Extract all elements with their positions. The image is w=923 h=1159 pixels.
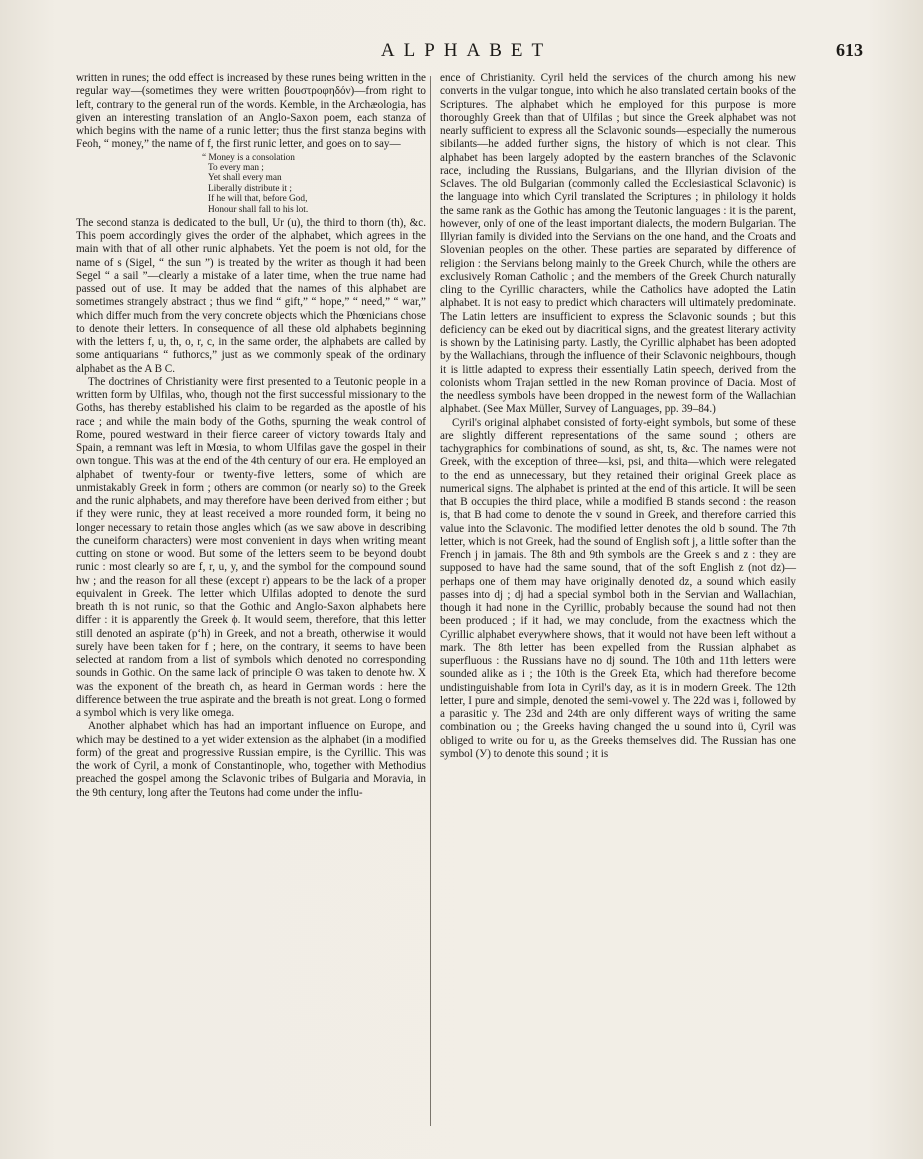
column-divider [430, 76, 431, 1126]
right-column [440, 72, 796, 761]
running-title: ALPHABET [380, 40, 553, 61]
page-header [70, 40, 863, 68]
poem-line: “ Money is a consolation [202, 152, 295, 163]
poem-line: If he will that, before God, [208, 194, 308, 205]
page-number: 613 [836, 40, 863, 60]
poem-line: Honour shall fall to his lot. [208, 204, 309, 215]
paragraph: ence of Christianity. Cyril held the services of the church among his new converts in the vulgar tongue, into which he also translated certain books of the Scriptures. The alphabet which he employed for this purpose is more thoroughly Greek than that of Ulfilas ; but since the Greek alphabet was not nearly sufficient to express all the Sclavonic sounds—especially the numerous sibilants—he added further signs, the history of which is not clear. This alphabet has been largely adopted by the eastern branches of the Sclavonic race, including the Russians, Bulgarians, and the Illyrian division of the Sclaves. The old Bulgarian (commonly called the Ecclesiastical Sclavonic) is the language into which Cyril translated the Scriptures ; in philology it holds the same rank as the Gothic has among the Teutonic languages : it is the parent, however, only of one of the least important dialects, the modern Bulgarian. The Illyrian family is divided into the Servians on the one hand, and the Croats and Slovenian peoples on the other. These parties are separated by difference of religion : the Servians belong mainly to the Greek Church, while the others are exclusively Roman Catholic ; and the members of the Greek Church naturally cling to the Cyrillic characters, while the Catholics have adopted the Latin alphabet. It is not easy to predict which characters will ultimately predominate. The Latin letters are insufficient to express the Sclavonic sounds ; but this deficiency can be eked out by diacritical signs, and the greatest literary activity is shown by the Latinising party. Lastly, the Cyrillic alphabet has been adopted by the Wallachians, through the influence of their Sclavonic neighbours, though it is little adapted to express their essentially Latin speech, derived from the colonists whom Trajan settled in the new Roman province of Dacia. Most of the needless symbols have been dropped in the newest form of the Wallachian alphabet. (See Max Müller, Survey of Languages, pp. 39–84.) [440, 72, 796, 416]
poem-line: To every man ; [208, 162, 264, 173]
paragraph: Cyril's original alphabet consisted of forty-eight symbols, but some of these are slightly different representations of the same sound ; others are tachygraphics for combinations of sound, as sht, ts, &c. The names were not Greek, with the exception of three—ksi, psi, and thita—which were relegated to the end as unnecessary, but they retained their original Greek place as numerical signs. The alphabet is printed at the end of this article. It will be seen that B occupies the third place, while a modified B stands second : the reason is, that B had come to denote the v sound in Greek, and therefore carried this value into the Sclavonic. The modified letter denotes the old b sound. The 7th letter, which is not Greek, had the sound of English soft j, a little softer than the French j in jamais. The 8th and 9th symbols are the Greek s and z : they are supposed to have had the same sound, that of the soft English z (not dz)—perhaps one of them may have originally denoted dz, a sound which easily passes into dj ; dj had a special symbol both in the Servian and Wallachian, though it had none in the Cyrillic, probably because the sound had not then been produced ; if it had, we may conclude, from the exactness which the Cyrillic alphabet everywhere shows, that it would not have been left without a mark. The 8th letter has been expelled from the Russian alphabet as superfluous : the Russians have no dj sound. The 10th and 11th letters were sounded alike as i ; the 10th is the Greek Eta, which had therefore become undistinguishable from Iota in Cyril's day, as it is in modern Greek. The 12th letter, I pure and simple, denoted the semi-vowel y. The 22d was i, followed by a parasitic y. The 23d and 24th are only different ways of writing the same combination ou ; the Greeks having changed the u sound into ü, Cyril was obliged to write ou for u, as the Greeks themselves did. The Russian has one symbol (У) to denote this sound ; it is [440, 416, 796, 760]
left-column [76, 72, 426, 800]
paragraph: The doctrines of Christianity were first presented to a Teutonic people in a written form by Ulfilas, who, though not the first successful missionary to the Goths, has thereby established his claim to be regarded as the apostle of his race ; and while the main body of the Goths, spurning the weak control of Rome, poured westward in their fierce career of victory towards Italy and Spain, a remnant was left in Mœsia, to whom Ulfilas gave the gospel in their own tongue. This was at the end of the 4th century of our era. He employed an alphabet of twenty-four or twenty-five letters, some of which are unmistakably Greek in form ; others are common (or nearly so) to the Greek and the runic alphabets, and may therefore have been derived from either ; but if they were runic, they at least received a more rounded form, it being no longer necessary to retain those angles which (as we saw above in describing the cuneiform characters) were most convenient in days when writing meant cutting on stone or wood. But some of the letters seem to be beyond doubt runic : most clearly so are f, r, u, y, and the symbol for the compound sound hw ; and the reason for all these (except r) appears to be the lack of a proper equivalent in Greek. The letter which Ulfilas adopted to denote the surd breath th is not runic, so that the Gothic and Anglo-Saxon alphabets here differ : it is apparently the Greek ϕ. It would seem, therefore, that this letter still denoted an aspirate (p‘h) in Greek, and not a breath, otherwise it would surely have been taken for f ; here, on the contrary, it seems to have been selected at random from a list of symbols which denoted no corresponding sounds in Gothic. On the same lack of principle ʘ was taken to denote hw. X was the exponent of the breath ch, as heard in German words : here the difference between the true aspirate and the breath is not great. Long o formed a symbol which is very like omega. [76, 375, 427, 720]
paragraph: Another alphabet which has had an important influence on Europe, and which may be destined to a yet wider extension as the alphabet (in a modified form) of the great and progressive Russian empire, is the Cyrillic. This was the work of Cyril, a monk of Constantinople, who, together with Methodius preached the gospel among the Sclavonic tribes of Bulgaria and Moravia, in the 9th century, long after the Teutons had come under the influ- [76, 720, 426, 799]
poem-line: Liberally distribute it ; [208, 183, 292, 194]
poem-line: Yet shall every man [208, 173, 282, 184]
poem-quote [202, 153, 426, 215]
paragraph: The second stanza is dedicated to the bull, Ur (u), the third to thorn (th), &c. This poem accordingly gives the order of the alphabet, which agrees in the main with that of all other runic alphabets. Yet the poem is not old, for the name of s (Sigel, “ the sun ”) is treated by the writer as though it had been Segel “ a sail ”—clearly a mistake of a later time, when the true name had passed out of use. It may be added that the names of this alphabet are sometimes strangely abstract ; thus we find “ gift,” “ hope,” “ need,” “ war,” which differ much from the very concrete objects which the Phœnicians chose to denote their letters. In consequence of all these old alphabets beginning with the letters f, u, th, o, r, c, in the same order, the alphabets are called by some antiquarians “ futhorcs,” just as we commonly speak of the ordinary alphabet as the A B C. [76, 216, 426, 375]
paragraph: written in runes; the odd effect is increased by these runes being written in the regular way—(sometimes they were written βουστροφηδόν)—from right to left, contrary to the general run of the words. Kemble, in the Archæologia, has given an interesting translation of an Anglo-Saxon poem, each stanza of which begins with the name of a runic letter; thus the first stanza begins with Feoh, “ money,” the name of f, the first runic letter, and goes on to say— [76, 72, 426, 151]
